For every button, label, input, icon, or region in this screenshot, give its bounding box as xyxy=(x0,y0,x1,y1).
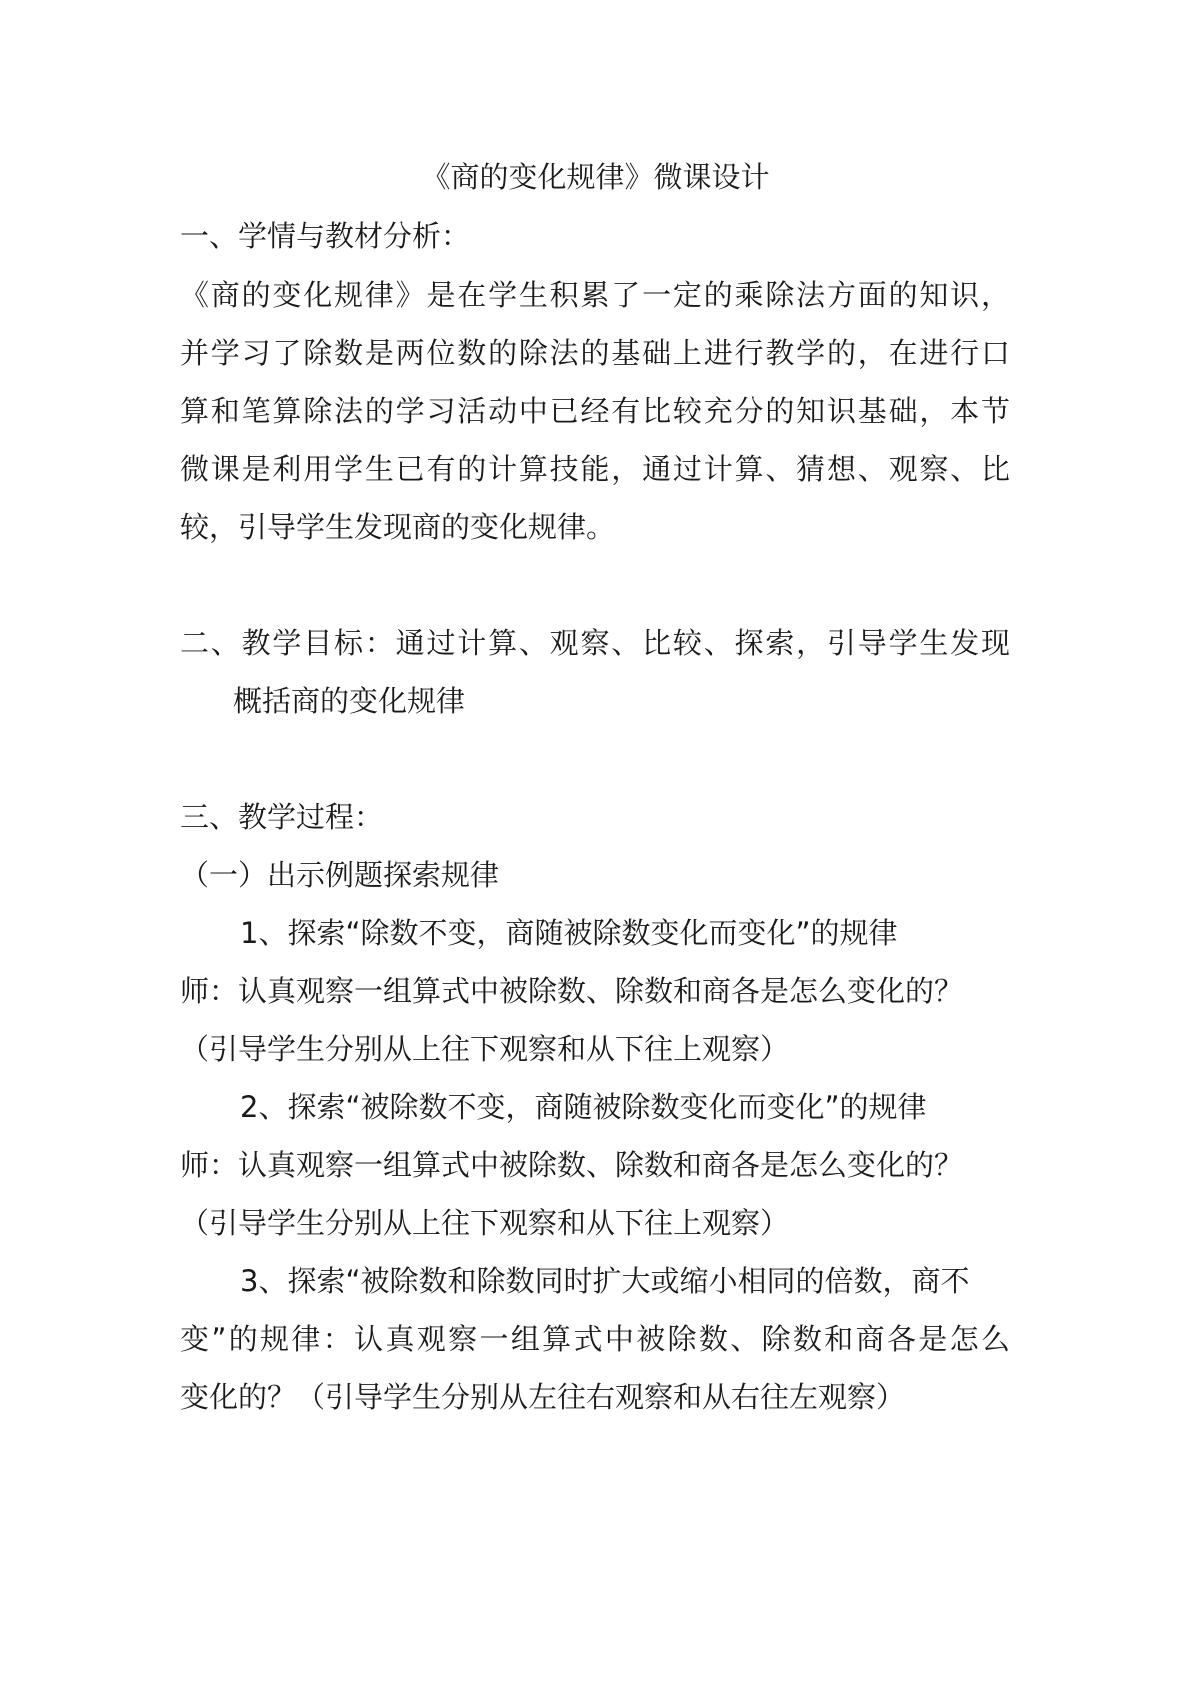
item1-title: 1、探索“除数不变，商随被除数变化而变化”的规律 xyxy=(240,916,898,950)
section3-subheading: （一）出示例题探索规律 xyxy=(180,858,500,892)
item2-title: 2、探索“被除数不变，商随被除数变化而变化”的规律 xyxy=(240,1090,927,1124)
item2-note: （引导学生分别从上往下观察和从下往上观察） xyxy=(180,1206,790,1240)
section1-heading: 一、学情与教材分析： xyxy=(180,219,471,253)
section1-paragraph-line: 算和笔算除法的学习活动中已经有比较充分的知识基础，本节 xyxy=(180,394,1010,428)
section1-paragraph-line: 并学习了除数是两位数的除法的基础上进行教学的，在进行口 xyxy=(180,336,1010,370)
section1-paragraph-line: 较，引导学生发现商的变化规律。 xyxy=(180,510,616,544)
section1-paragraph-line: 《商的变化规律》是在学生积累了一定的乘除法方面的知识， xyxy=(180,278,1010,312)
document-title: 《商的变化规律》微课设计 xyxy=(421,160,770,194)
item3-line: 3、探索“被除数和除数同时扩大或缩小相同的倍数，商不 xyxy=(240,1264,970,1298)
item1-note: （引导学生分别从上往下观察和从下往上观察） xyxy=(180,1032,790,1066)
item3-line: 变化的？（引导学生分别从左往右观察和从右往左观察） xyxy=(180,1380,906,1414)
item3-line: 变”的规律：认真观察一组算式中被除数、除数和商各是怎么 xyxy=(180,1322,1010,1356)
section2-line-continued: 概括商的变化规律 xyxy=(233,684,466,718)
section1-paragraph-line: 微课是利用学生已有的计算技能，通过计算、猜想、观察、比 xyxy=(180,452,1010,486)
item2-teacher-line: 师：认真观察一组算式中被除数、除数和商各是怎么变化的？ xyxy=(180,1148,964,1182)
item1-teacher-line: 师：认真观察一组算式中被除数、除数和商各是怎么变化的？ xyxy=(180,974,964,1008)
section3-heading: 三、教学过程： xyxy=(180,800,384,834)
section2-line: 二、教学目标：通过计算、观察、比较、探索，引导学生发现 xyxy=(180,626,1010,660)
